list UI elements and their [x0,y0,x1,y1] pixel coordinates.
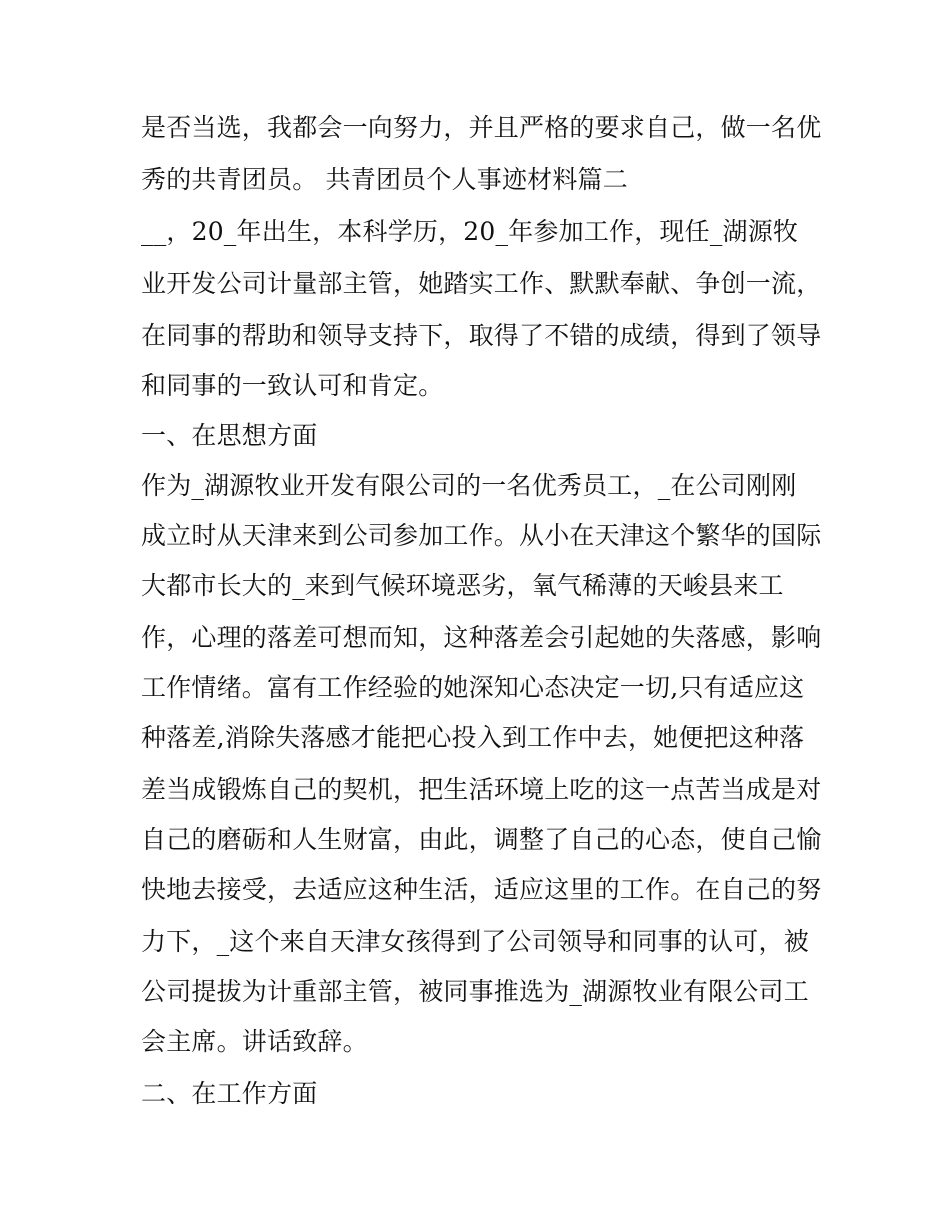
text-line-18: 公司提拔为计重部主管，被同事推选为_湖源牧业有限公司工 [141,977,809,1006]
text-line-19: 会主席。讲话致辞。 [141,1027,368,1056]
text-line-2: 秀的共青团员。 共青团员个人事迹材料篇二 [141,165,628,194]
text-line-3: __，20_年出生，本科学历，20_年参加工作，现任_湖源牧 [141,217,799,246]
text-line-8: 作为_湖源牧业开发有限公司的一名优秀员工，_在公司刚刚 [141,471,797,500]
section-heading-2: 二、在工作方面 [141,1079,318,1108]
text-line-4: 业开发公司计量部主管，她踏实工作、默默奉献、争创一流， [141,269,822,298]
text-line-15: 自己的磨砺和人生财富，由此，调整了自己的心态，使自己愉 [141,825,822,854]
text-line-11: 作，心理的落差可想而知，这种落差会引起她的失落感，影响 [141,623,822,652]
text-line-5: 在同事的帮助和领导支持下，取得了不错的成绩，得到了领导 [141,321,822,350]
text-line-6: 和同事的一致认可和肯定。 [141,371,444,400]
text-line-14: 差当成锻炼自己的契机，把生活环境上吃的这一点苦当成是对 [141,775,822,804]
text-line-17: 力下，_这个来自天津女孩得到了公司领导和同事的认可，被 [141,927,809,956]
text-line-16: 快地去接受，去适应这种生活，适应这里的工作。在自己的努 [141,875,822,904]
text-line-13: 种落差,消除失落感才能把心投入到工作中去，她便把这种落 [141,723,805,752]
text-line-10: 大都市长大的_来到气候环境恶劣，氧气稀薄的天峻县来工 [141,571,784,600]
text-line-9: 成立时从天津来到公司参加工作。从小在天津这个繁华的国际 [141,521,822,550]
text-line-1: 是否当选，我都会一向努力，并且严格的要求自己，做一名优 [141,113,822,142]
section-heading-1: 一、在思想方面 [141,421,318,450]
text-line-12: 工作情绪。富有工作经验的她深知心态决定一切,只有适应这 [141,673,805,702]
